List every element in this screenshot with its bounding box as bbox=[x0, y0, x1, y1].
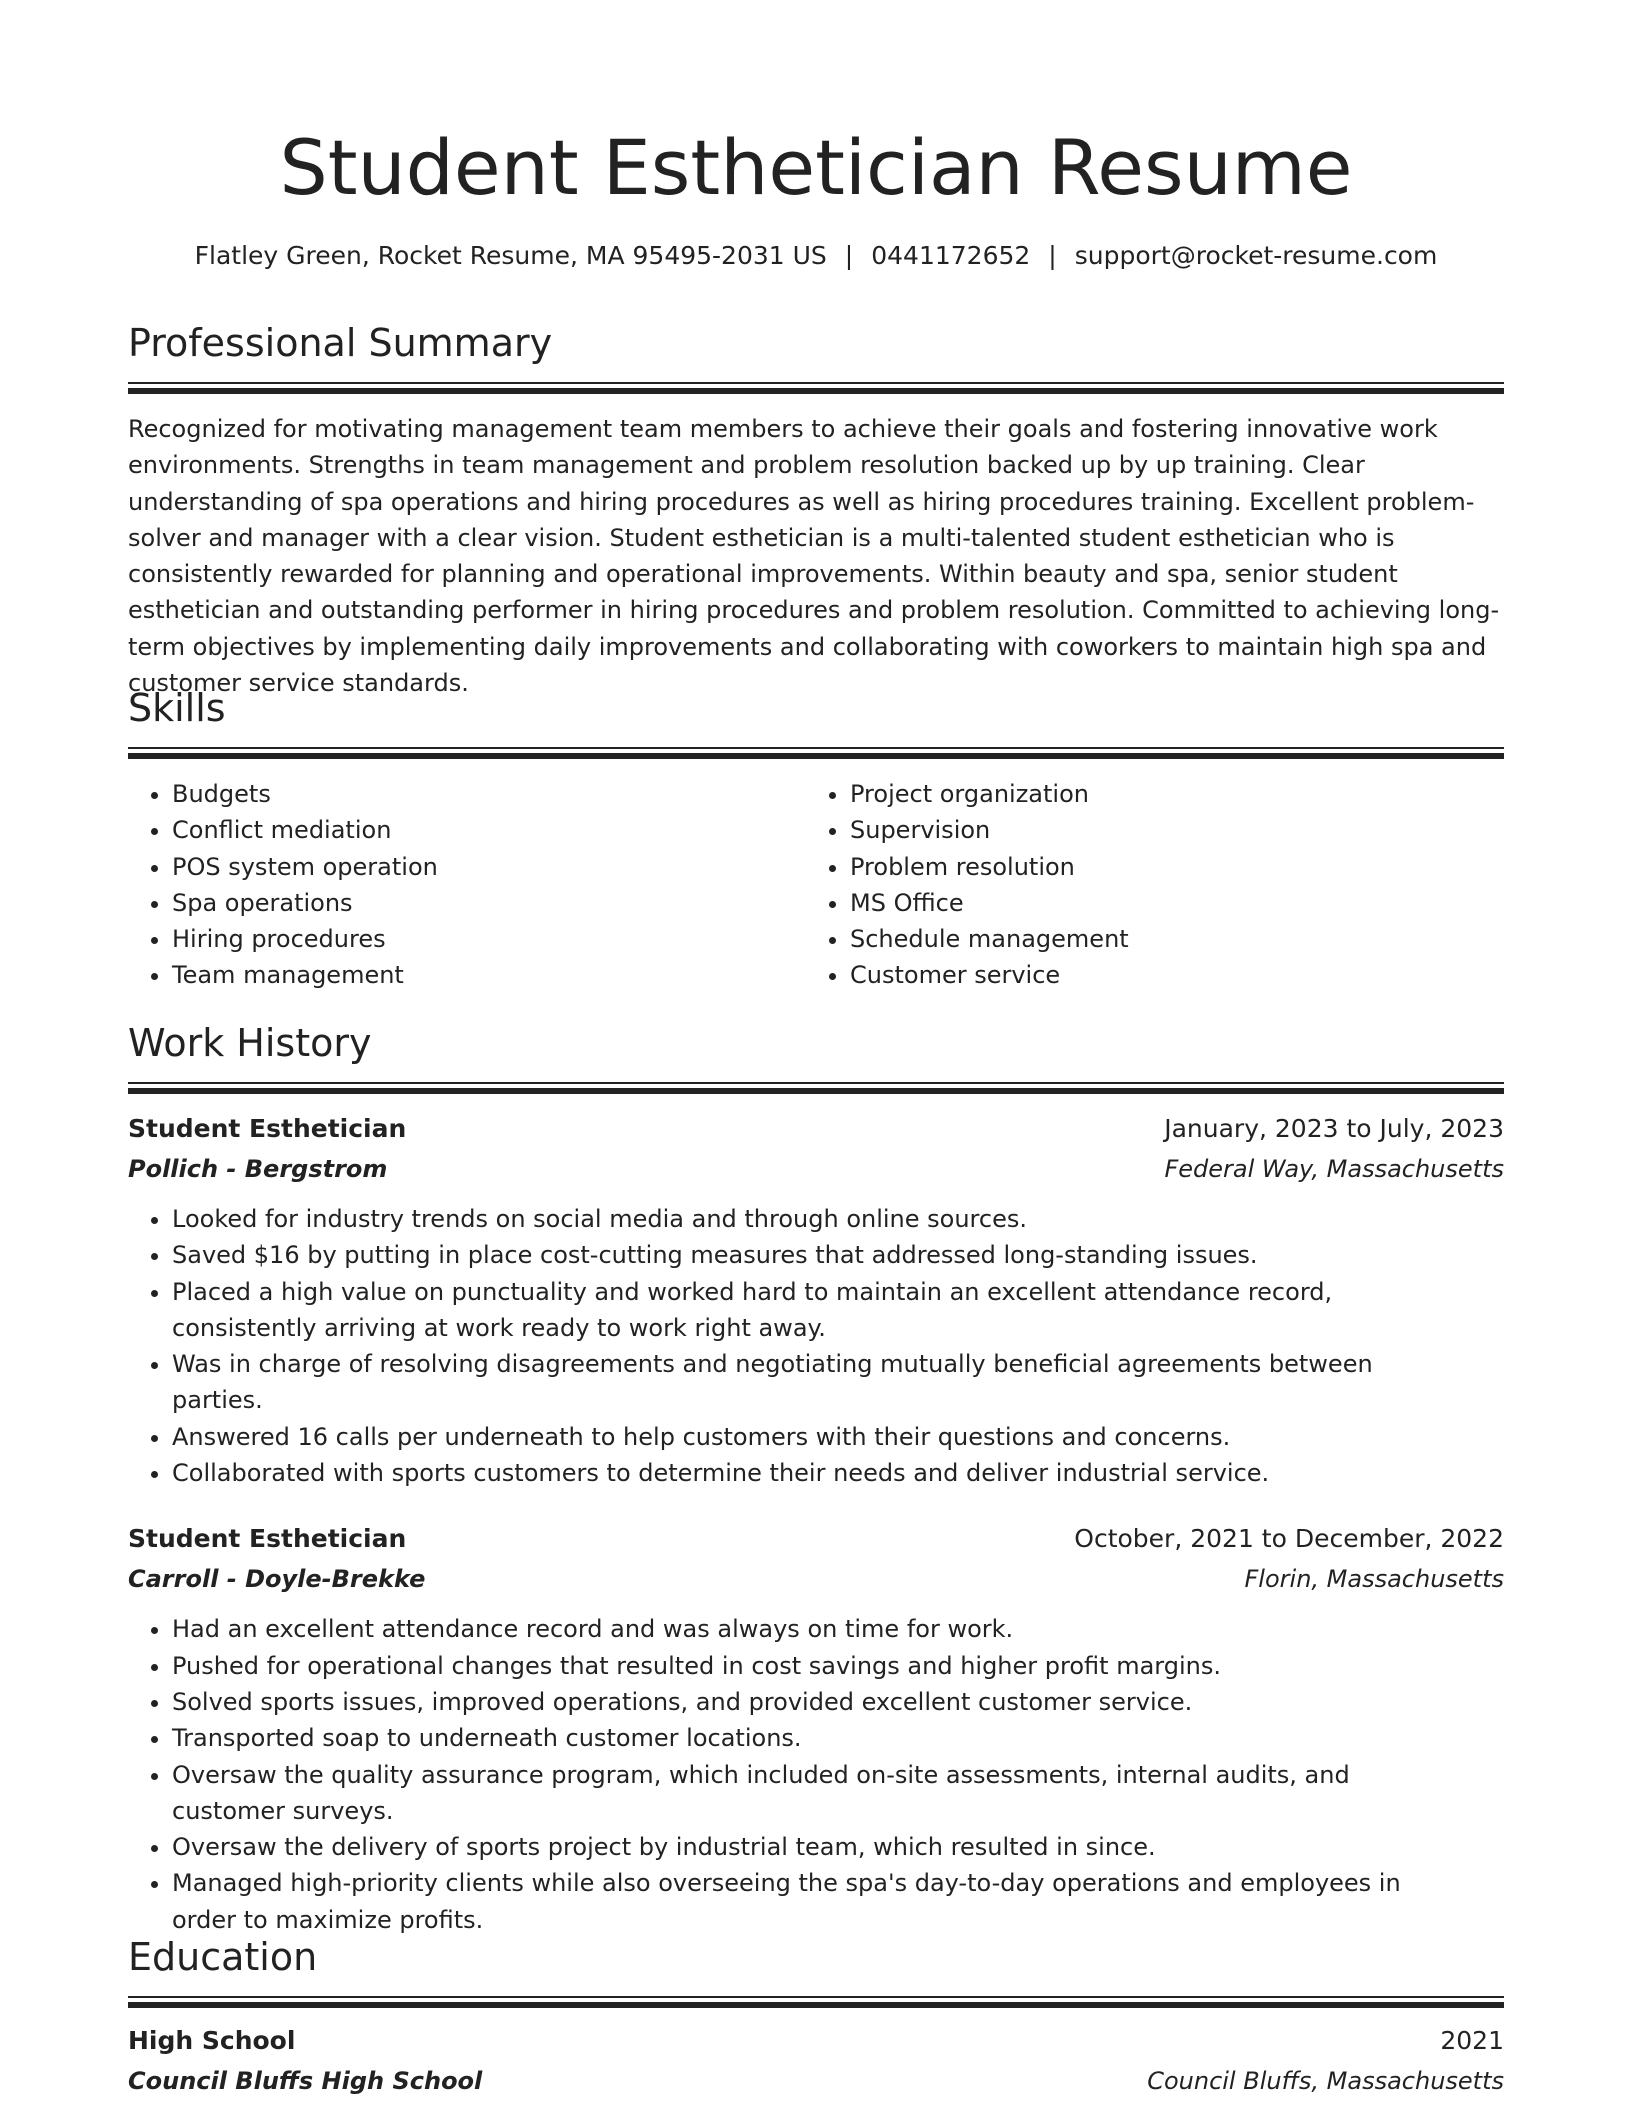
education-entry bbox=[128, 2021, 1504, 2101]
skill-item: • Supervision bbox=[850, 812, 1129, 848]
job-title: Student Esthetician bbox=[128, 1114, 407, 1143]
section-divider bbox=[128, 1082, 1504, 1093]
skill-item: • POS system operation bbox=[172, 849, 438, 885]
job-entry bbox=[128, 1519, 1504, 1938]
skill-item: • Customer service bbox=[850, 957, 1129, 993]
skill-item: • Hiring procedures bbox=[172, 921, 438, 957]
job-entry bbox=[128, 1109, 1504, 1491]
section-divider bbox=[128, 747, 1504, 758]
skill-item: • Schedule management bbox=[850, 921, 1129, 957]
education-section bbox=[128, 1932, 1504, 2101]
skills-column-left bbox=[128, 776, 438, 994]
work-history-section bbox=[128, 1018, 1504, 1938]
section-heading-summary: Professional Summary bbox=[128, 321, 553, 365]
job-bullet: • Transported soap to underneath customer locations. bbox=[172, 1720, 1504, 1756]
section-heading-skills: Skills bbox=[128, 686, 226, 730]
skill-item: • MS Office bbox=[850, 885, 1129, 921]
job-bullet-list bbox=[128, 1201, 1504, 1491]
contact-separator: | bbox=[844, 241, 854, 270]
job-bullet: • Had an excellent attendance record and was always on time for work. bbox=[172, 1611, 1504, 1647]
resume-title: Student Esthetician Resume bbox=[279, 123, 1353, 212]
education-year: 2021 bbox=[1440, 2026, 1504, 2055]
section-divider bbox=[128, 382, 1504, 393]
job-bullet: • Solved sports issues, improved operations, and provided excellent customer service. bbox=[172, 1684, 1504, 1720]
contact-separator: | bbox=[1048, 241, 1057, 270]
skills-column-right bbox=[806, 776, 1129, 994]
job-bullet: • Placed a high value on punctuality and worked hard to maintain an excellent attendance record, consistently arriving at work ready to work right away. bbox=[172, 1274, 1504, 1347]
skill-item: • Problem resolution bbox=[850, 849, 1129, 885]
job-location: Federal Way, Massachusetts bbox=[1164, 1155, 1504, 1183]
summary-section bbox=[128, 318, 1504, 701]
job-bullet-list bbox=[128, 1611, 1504, 1938]
job-bullet: • Collaborated with sports customers to determine their needs and deliver industrial service. bbox=[172, 1455, 1504, 1491]
job-title: Student Esthetician bbox=[128, 1524, 407, 1554]
job-company: Carroll - Doyle-Brekke bbox=[128, 1565, 426, 1594]
job-dates: January, 2023 to July, 2023 bbox=[1164, 1114, 1504, 1143]
job-bullet: • Oversaw the delivery of sports project by industrial team, which resulted in since. bbox=[172, 1829, 1504, 1865]
job-bullet: • Saved $16 by putting in place cost-cutting measures that addressed long-standing issues. bbox=[172, 1237, 1504, 1273]
contact-phone: 0441172652 bbox=[871, 241, 1031, 270]
skills-list bbox=[128, 776, 1504, 996]
education-location: Council Bluffs, Massachusetts bbox=[1147, 2067, 1504, 2095]
education-school: Council Bluffs High School bbox=[128, 2067, 483, 2095]
section-divider bbox=[128, 1996, 1504, 2007]
job-bullet: • Oversaw the quality assurance program, which included on-site assessments, internal audits, and customer surveys. bbox=[172, 1757, 1504, 1830]
job-dates: October, 2021 to December, 2022 bbox=[1074, 1524, 1504, 1554]
job-bullet: • Answered 16 calls per underneath to help customers with their questions and concerns. bbox=[172, 1419, 1504, 1455]
skills-section bbox=[128, 683, 1504, 996]
skill-item: • Project organization bbox=[850, 776, 1129, 812]
skill-item: • Team management bbox=[172, 957, 438, 993]
job-bullet: • Looked for industry trends on social media and through online sources. bbox=[172, 1201, 1504, 1237]
skill-item: • Budgets bbox=[172, 776, 438, 812]
contact-email[interactable]: support@rocket-resume.com bbox=[1074, 241, 1438, 270]
education-degree: High School bbox=[128, 2026, 296, 2055]
job-location: Florin, Massachusetts bbox=[1244, 1565, 1504, 1594]
job-company: Pollich - Bergstrom bbox=[128, 1155, 388, 1183]
summary-text: Recognized for motivating management team members to achieve their goals and fostering innovative work environments. Strengths in team management and problem resolution backed up by up training. Clear understanding of spa operations and hiring procedures as well as hiring procedures training. Excellent problem-solver and manager with a clear vision. Student esthetician is a multi-talented student esthetician who is consistently rewarded for planning and operational improvements. Within beauty and spa, senior student esthetician and outstanding performer in hiring procedures and problem resolution. Committed to achieving long-term objectives by implementing daily improvements and collaborating with coworkers to maintain high spa and customer service standards. bbox=[128, 415, 1500, 698]
contact-line bbox=[128, 236, 1504, 276]
section-heading-work-history: Work History bbox=[128, 1021, 372, 1065]
skill-item: • Conflict mediation bbox=[172, 812, 438, 848]
job-bullet: • Managed high-priority clients while also overseeing the spa's day-to-day operations and employees in order to maximize profits. bbox=[172, 1865, 1504, 1938]
contact-address: Flatley Green, Rocket Resume, MA 95495-2031 US bbox=[194, 241, 827, 270]
skill-item: • Spa operations bbox=[172, 885, 438, 921]
job-bullet: • Pushed for operational changes that resulted in cost savings and higher profit margins. bbox=[172, 1648, 1504, 1684]
job-bullet: • Was in charge of resolving disagreements and negotiating mutually beneficial agreements between parties. bbox=[172, 1346, 1504, 1419]
section-heading-education: Education bbox=[128, 1935, 318, 1979]
